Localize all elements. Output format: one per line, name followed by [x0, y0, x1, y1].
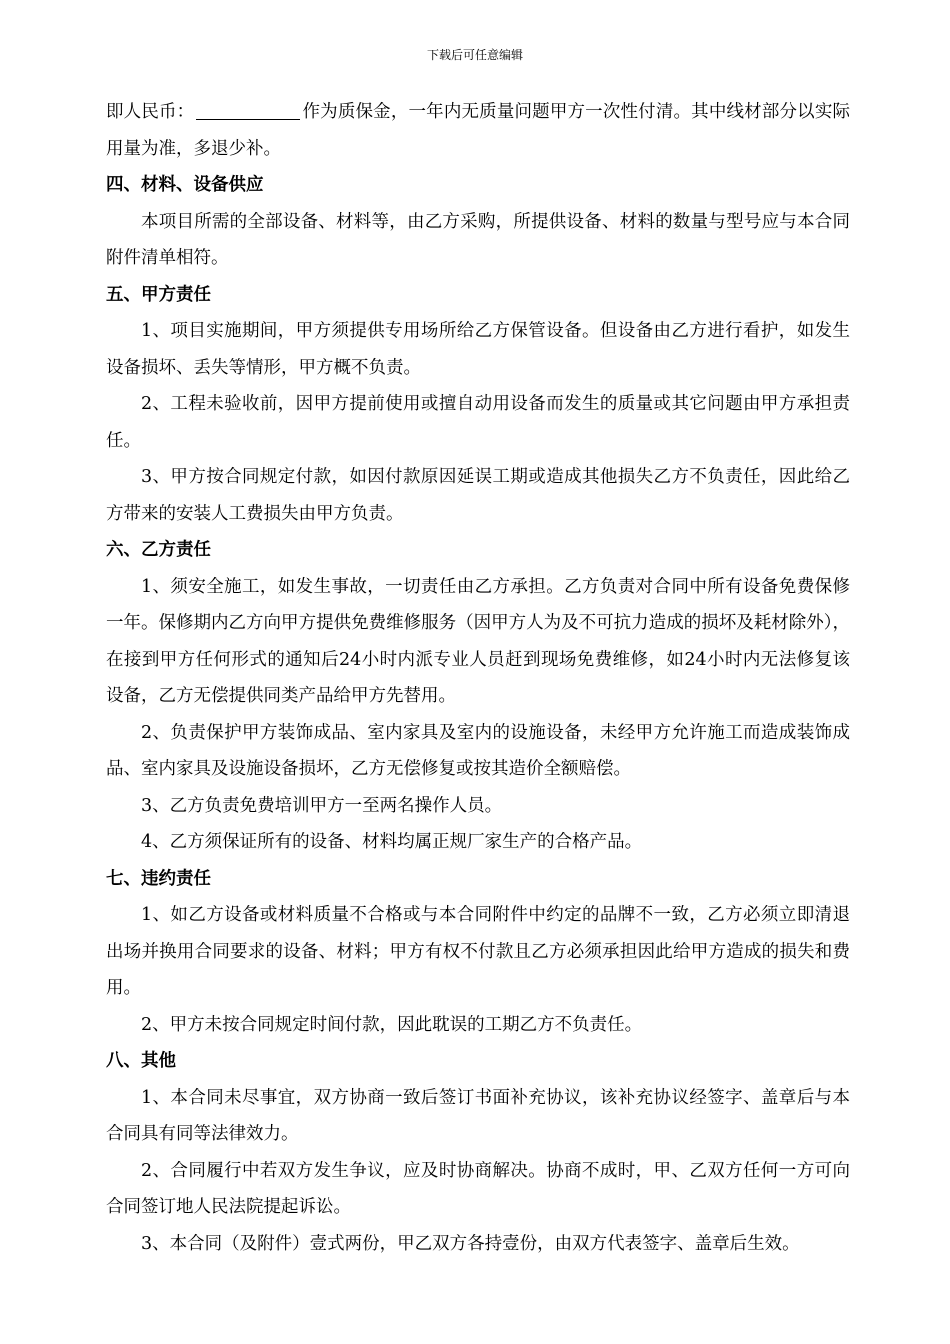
section-heading-materials: 四、材料、设备供应 — [106, 175, 264, 195]
section-paragraph: 4、乙方须保证所有的设备、材料均属正规厂家生产的合格产品。 — [141, 832, 643, 852]
section-paragraph: 3、乙方负责免费培训甲方一至两名操作人员。 — [141, 795, 503, 816]
section-paragraph: 1、本合同未尽事宜，双方协商一致后签订书面补充协议，该补充协议经签字、盖章后与本合同具有同等法律效力。 — [106, 1087, 850, 1144]
section-paragraph: 2、合同履行中若双方发生争议，应及时协商解决。协商不成时，甲、乙双方任何一方可向合同签订地人民法院提起诉讼。 — [106, 1160, 850, 1217]
intro-after-blank: 作为质保金，一年内无质量问题甲方一次性付清。其中线材部分以实际用量为准，多退少补。 — [106, 102, 851, 159]
section-paragraph: 1、须安全施工，如发生事故，一切责任由乙方承担。乙方负责对合同中所有设备免费保修一年。保修期内乙方向甲方提供免费维修服务（因甲方人为及不可抗力造成的损坏及耗材除外），在接到甲方任何形式的通知后24小时内派专业人员赶到现场免费维修，如24小时内无法修复该设备，乙方无偿提供同类产品给甲方先替用。 — [106, 576, 850, 706]
page-header: 下载后可任意编辑 — [426, 48, 523, 62]
section-paragraph: 2、负责保护甲方装饰成品、室内家具及室内的设施设备，未经甲方允许施工而造成装饰成品、室内家具及设施设备损坏，乙方无偿修复或按其造价全额赔偿。 — [106, 722, 850, 779]
section-paragraph: 2、工程未验收前，因甲方提前使用或擅自动用设备而发生的质量或其它问题由甲方承担责任。 — [106, 394, 850, 451]
section-heading-party-b: 六、乙方责任 — [106, 540, 211, 560]
contract-body — [106, 94, 850, 1262]
section-paragraph: 本项目所需的全部设备、材料等，由乙方采购，所提供设备、材料的数量与型号应与本合同附件清单相符。 — [106, 211, 850, 268]
section-heading-party-a: 五、甲方责任 — [106, 284, 211, 305]
section-paragraph: 1、如乙方设备或材料质量不合格或与本合同附件中约定的品牌不一致，乙方必须立即清退出场并换用合同要求的设备、材料；甲方有权不付款且乙方必须承担因此给甲方造成的损失和费用。 — [106, 905, 850, 998]
section-heading-other: 八、其他 — [106, 1051, 176, 1071]
amount-blank-field[interactable] — [196, 101, 300, 120]
intro-before-blank: 即人民币： — [106, 102, 195, 122]
section-paragraph: 1、项目实施期间，甲方须提供专用场所给乙方保管设备。但设备由乙方进行看护，如发生设备损坏、丢失等情形，甲方概不负责。 — [106, 321, 850, 378]
section-paragraph: 3、甲方按合同规定付款，如因付款原因延误工期或造成其他损失乙方不负责任，因此给乙方带来的安装人工费损失由甲方负责。 — [106, 467, 850, 524]
section-heading-breach: 七、违约责任 — [106, 868, 211, 889]
section-paragraph: 2、甲方未按合同规定时间付款，因此耽误的工期乙方不负责任。 — [141, 1014, 643, 1035]
intro-paragraph — [106, 94, 850, 167]
section-paragraph: 3、本合同（及附件）壹式两份，甲乙双方各持壹份，由双方代表签字、盖章后生效。 — [141, 1233, 800, 1254]
